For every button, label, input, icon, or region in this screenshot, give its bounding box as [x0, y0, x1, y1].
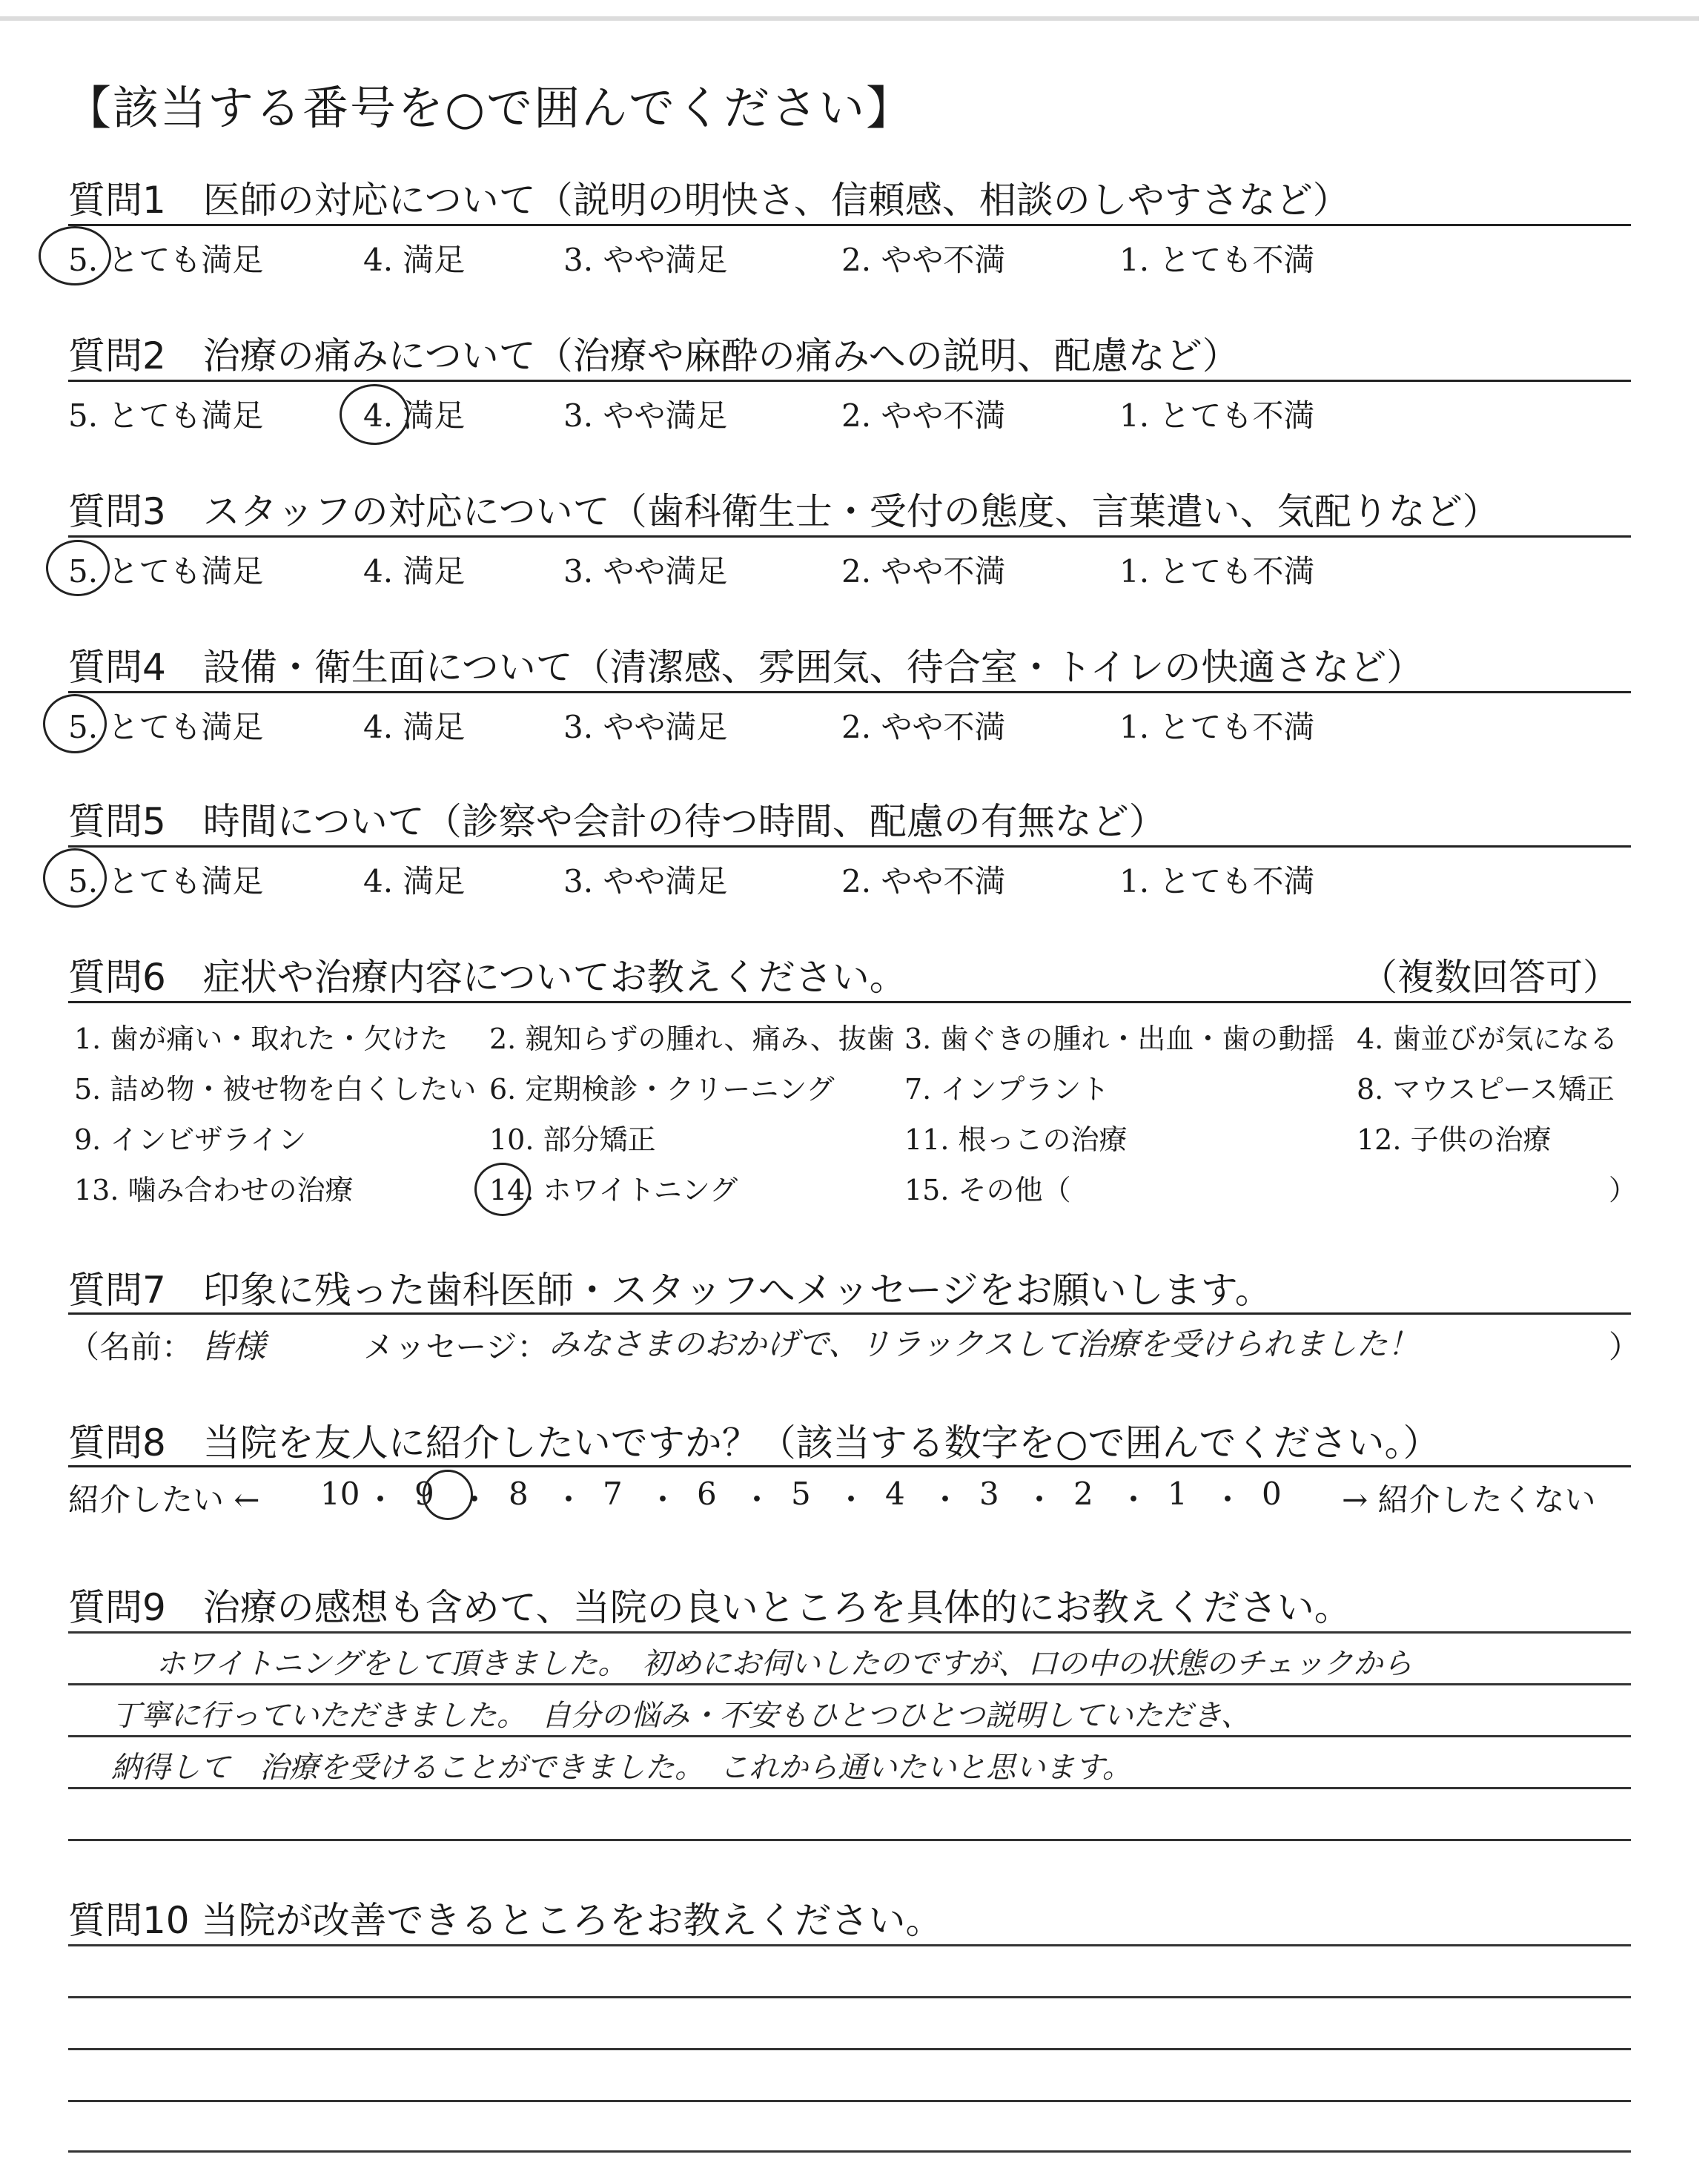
q3-option-2[interactable]: 2. やや不満: [841, 553, 1006, 589]
question-1-label: 質問1 医師の対応について（説明の明快さ、信頼感、相談のしやすさなど）: [68, 179, 1350, 222]
question-3-rule: [68, 535, 1631, 538]
q8-scale-separator: ・: [1118, 1482, 1150, 1518]
question-4-rule: [68, 691, 1631, 693]
q1-option-5[interactable]: 5. とても満足: [68, 242, 264, 278]
q7-message-label: メッセージ：: [363, 1329, 549, 1365]
q8-right-label: → 紹介したくない: [1342, 1482, 1596, 1518]
q5-option-1[interactable]: 1. とても不満: [1119, 863, 1315, 899]
q8-selection-circle: [423, 1470, 473, 1520]
q10-line-2: [68, 1996, 1631, 1998]
q8-scale-10[interactable]: 10: [320, 1476, 360, 1512]
q8-scale-9[interactable]: 9: [414, 1476, 434, 1512]
q9-line-4: [68, 1787, 1631, 1789]
q6-item-12[interactable]: 12. 子供の治療: [1357, 1123, 1552, 1156]
q3-option-5[interactable]: 5. とても満足: [68, 553, 264, 589]
q4-option-1[interactable]: 1. とても不満: [1119, 709, 1315, 745]
question-2-label: 質問2 治療の痛みについて（治療や麻酔の痛みへの説明、配慮など）: [68, 334, 1239, 377]
q7-close-paren: ）: [1609, 1329, 1641, 1365]
q8-scale-0[interactable]: 0: [1262, 1476, 1282, 1512]
q10-line-3: [68, 2048, 1631, 2050]
q8-scale-separator: ・: [741, 1482, 773, 1518]
q8-scale-separator: ・: [930, 1482, 961, 1518]
q8-scale-3[interactable]: 3: [979, 1476, 999, 1512]
q2-option-4[interactable]: 4. 満足: [363, 397, 466, 434]
q5-option-2[interactable]: 2. やや不満: [841, 863, 1006, 899]
q6-item-14[interactable]: 14. ホワイトニング: [489, 1174, 738, 1206]
q9-answer-line-2[interactable]: 丁寧に行っていただきました。 自分の悩み・不安もひとつひとつ説明していただき、: [111, 1699, 1251, 1733]
q1-option-2[interactable]: 2. やや不満: [841, 242, 1006, 278]
q9-line-1: [68, 1631, 1631, 1634]
q4-option-2[interactable]: 2. やや不満: [841, 709, 1006, 745]
question-8-label: 質問8 当院を友人に紹介したいですか？（該当する数字を○で囲んでください。）: [68, 1421, 1440, 1464]
question-6-note: （複数回答可）: [1360, 956, 1620, 999]
q4-selection-circle: [43, 694, 107, 753]
q2-option-5[interactable]: 5. とても満足: [68, 397, 264, 434]
q8-scale-5[interactable]: 5: [791, 1476, 811, 1512]
q2-option-1[interactable]: 1. とても不満: [1119, 397, 1315, 434]
q6-item-8[interactable]: 8. マウスピース矯正: [1357, 1073, 1615, 1106]
q8-scale-separator: ・: [647, 1482, 679, 1518]
q8-scale-4[interactable]: 4: [885, 1476, 905, 1512]
q9-line-2: [68, 1683, 1631, 1685]
form-title: 【該当する番号を○で囲んでください】: [65, 81, 914, 135]
q2-option-2[interactable]: 2. やや不満: [841, 397, 1006, 434]
q3-selection-circle: [46, 540, 110, 596]
q6-item-5[interactable]: 5. 詰め物・被せ物を白くしたい: [74, 1073, 477, 1106]
q7-name-value[interactable]: 皆様: [200, 1328, 265, 1366]
q9-answer-line-3[interactable]: 納得して 治療を受けることができました。 これから通いたいと思います。: [111, 1751, 1132, 1785]
q8-scale-separator: ・: [459, 1482, 491, 1518]
q7-name-label: （名前：: [68, 1329, 193, 1365]
q10-line-1: [68, 1944, 1631, 1946]
q8-scale-separator: ・: [1212, 1482, 1244, 1518]
q4-option-3[interactable]: 3. やや満足: [563, 709, 728, 745]
q8-scale-separator: ・: [1024, 1482, 1056, 1518]
q6-selection-circle: [474, 1163, 531, 1216]
question-3-label: 質問3 スタッフの対応について（歯科衛生士・受付の態度、言葉遣い、気配りなど）: [68, 490, 1500, 533]
q3-option-3[interactable]: 3. やや満足: [563, 553, 728, 589]
q10-line-5: [68, 2150, 1631, 2153]
question-4-label: 質問4 設備・衛生面について（清潔感、雰囲気、待合室・トイレの快適さなど）: [68, 646, 1424, 689]
question-9-label: 質問9 治療の感想も含めて、当院の良いところを具体的にお教えください。: [68, 1586, 1351, 1629]
q9-line-5: [68, 1839, 1631, 1841]
q1-option-3[interactable]: 3. やや満足: [563, 242, 728, 278]
question-8-rule: [68, 1465, 1631, 1467]
question-7-rule: [68, 1312, 1631, 1315]
q6-item-11[interactable]: 11. 根っこの治療: [904, 1123, 1128, 1156]
question-10-label: 質問10 当院が改善できるところをお教えください。: [68, 1899, 943, 1942]
q2-selection-circle: [340, 384, 409, 445]
q2-option-3[interactable]: 3. やや満足: [563, 397, 728, 434]
q8-scale-separator: ・: [365, 1482, 397, 1518]
q7-message-value[interactable]: みなさまのおかげで、リラックスして治療を受けられました！: [549, 1326, 1419, 1362]
q5-option-3[interactable]: 3. やや満足: [563, 863, 728, 899]
q8-scale-6[interactable]: 6: [697, 1476, 717, 1512]
question-5-label: 質問5 時間について（診察や会計の待つ時間、配慮の有無など）: [68, 800, 1166, 843]
q6-item-10[interactable]: 10. 部分矯正: [489, 1123, 656, 1156]
q6-item-6[interactable]: 6. 定期検診・クリーニング: [489, 1073, 835, 1106]
q6-item-15[interactable]: 15. その他（: [904, 1174, 1071, 1206]
q8-scale-separator: ・: [553, 1482, 585, 1518]
q6-item-9[interactable]: 9. インビザライン: [74, 1123, 307, 1156]
q8-scale-8[interactable]: 8: [509, 1476, 529, 1512]
q6-item-3[interactable]: 3. 歯ぐきの腫れ・出血・歯の動揺: [904, 1023, 1335, 1055]
q5-option-5[interactable]: 5. とても満足: [68, 863, 264, 899]
q6-item-2[interactable]: 2. 親知らずの腫れ、痛み、抜歯: [489, 1023, 895, 1055]
q8-scale-7[interactable]: 7: [603, 1476, 623, 1512]
q6-item-4[interactable]: 4. 歯並びが気になる: [1357, 1023, 1618, 1055]
q8-scale-separator: ・: [835, 1482, 867, 1518]
q6-item-13[interactable]: 13. 噛み合わせの治療: [74, 1174, 354, 1206]
q5-selection-circle: [43, 848, 107, 908]
q4-option-4[interactable]: 4. 満足: [363, 709, 466, 745]
q1-option-1[interactable]: 1. とても不満: [1119, 242, 1315, 278]
question-7-label: 質問7 印象に残った歯科医師・スタッフへメッセージをお願いします。: [68, 1269, 1272, 1312]
q4-option-5[interactable]: 5. とても満足: [68, 709, 264, 745]
q8-left-label: 紹介したい ←: [68, 1482, 260, 1518]
question-6-rule: [68, 1001, 1631, 1003]
question-1-rule: [68, 224, 1631, 226]
q6-item-7[interactable]: 7. インプラント: [904, 1073, 1110, 1106]
q9-line-3: [68, 1735, 1631, 1737]
q6-item-1[interactable]: 1. 歯が痛い・取れた・欠けた: [74, 1023, 448, 1055]
q3-option-1[interactable]: 1. とても不満: [1119, 553, 1315, 589]
question-5-rule: [68, 845, 1631, 848]
q8-scale-2[interactable]: 2: [1073, 1476, 1093, 1512]
q1-option-4[interactable]: 4. 満足: [363, 242, 466, 278]
q8-scale-1[interactable]: 1: [1168, 1476, 1188, 1512]
scan-edge: [0, 16, 1699, 21]
q3-option-4[interactable]: 4. 満足: [363, 553, 466, 589]
q9-answer-line-1[interactable]: ホワイトニングをして頂きました。 初めにお伺いしたのですが、口の中の状態のチェックから: [156, 1647, 1413, 1681]
q1-selection-circle: [39, 226, 111, 285]
question-2-rule: [68, 380, 1631, 382]
question-6-label: 質問6 症状や治療内容についてお教えください。: [68, 956, 907, 999]
q10-line-4: [68, 2100, 1631, 2102]
q6-other-close-paren: ）: [1609, 1174, 1638, 1206]
q5-option-4[interactable]: 4. 満足: [363, 863, 466, 899]
